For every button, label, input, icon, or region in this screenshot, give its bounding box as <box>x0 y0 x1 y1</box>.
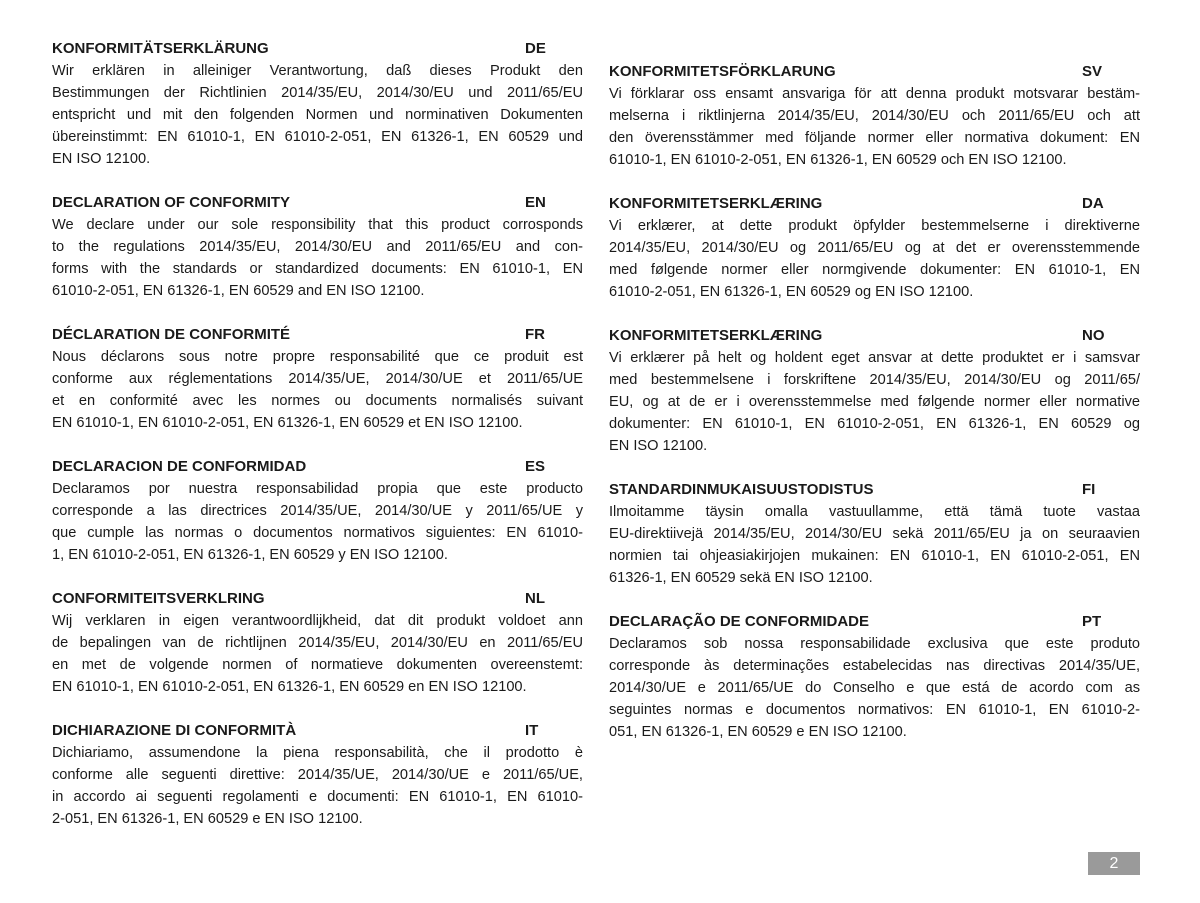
body-text-line: 1, EN 61010-2-051, EN 61326-1, EN 60529 y EN ISO 12100. <box>52 547 448 563</box>
section-title: KONFORMITETSFÖRKLARUNG <box>609 63 836 80</box>
body-text-line: 61010-2-051, EN 61326-1, EN 60529 and EN ISO 12100. <box>52 283 425 299</box>
section-title: KONFORMITETSERKLÆRING <box>609 327 823 344</box>
body-text-line: EN 61010-1, EN 61010-2-051, EN 61326-1, EN 60529 et EN ISO 12100. <box>52 415 523 431</box>
body-text-line: normien tai ohjeasiakirjojen mukainen: EN 61010-1, EN 61010-2-051, EN <box>609 548 1140 564</box>
body-text-line: EU-direktiivejä 2014/35/EU, 2014/30/EU sekä 2011/65/EU ja on seuraavien <box>609 526 1140 542</box>
section-heading <box>609 611 1140 633</box>
language-code: DA <box>1082 195 1104 212</box>
section-title: CONFORMITEITSVERKLRING <box>52 590 265 607</box>
body-text-line: to the regulations 2014/35/EU, 2014/30/EU and 2011/65/EU and con- <box>52 239 583 255</box>
body-text-line: 051, EN 61326-1, EN 60529 e EN ISO 12100. <box>609 724 907 740</box>
body-text-line: Vi erklærer på helt og holdent eget ansvar at dette produktet er i samsvar <box>609 350 1140 366</box>
body-text-line: seguintes normas e documentos normativos: EN 61010-1, EN 61010-2- <box>609 702 1140 718</box>
body-text-line: EN ISO 12100. <box>609 438 708 454</box>
body-text-line: Wij verklaren in eigen verantwoordlijkheid, dat dit produkt voldoet ann <box>52 613 583 629</box>
body-text-line: corresponde a las directrices 2014/35/UE, 2014/30/UE y 2011/65/UE y <box>52 503 583 519</box>
section-title: DECLARATION OF CONFORMITY <box>52 194 291 211</box>
language-code: DE <box>525 40 546 57</box>
body-text-line: EN ISO 12100. <box>52 151 151 167</box>
body-text-line: übereinstimmt: EN 61010-1, EN 61010-2-051, EN 61326-1, EN 60529 und <box>52 129 583 145</box>
section-heading <box>52 38 583 60</box>
section-heading <box>52 192 583 214</box>
section-title: DECLARACION DE CONFORMIDAD <box>52 458 307 475</box>
declaration-section-es <box>52 456 583 566</box>
body-text-line: Declaramos sob nossa responsabilidade exclusiva que este produto <box>609 636 1140 652</box>
body-text-line: med bestemmelsene i forskriftene 2014/35/EU, 2014/30/EU og 2011/65/ <box>609 372 1140 388</box>
section-heading <box>609 479 1140 501</box>
body-text-line: EN 61010-1, EN 61010-2-051, EN 61326-1, EN 60529 en EN ISO 12100. <box>52 679 527 695</box>
body-text-line: 2-051, EN 61326-1, EN 60529 e EN ISO 12100. <box>52 811 363 827</box>
section-heading <box>52 456 583 478</box>
body-text-line: 2014/30/UE e 2011/65/UE do Conselho e que está de acordo com as <box>609 680 1140 696</box>
declaration-section-it <box>52 720 583 830</box>
body-text-line: et en conformité avec les normes ou documents normalisés suivant <box>52 393 583 409</box>
body-text-line: melserna i riktlinjerna 2014/35/EU, 2014/30/EU och 2011/65/EU och att <box>609 108 1140 124</box>
language-code: ES <box>525 458 546 475</box>
body-text-line: 61010-2-051, EN 61326-1, EN 60529 og EN ISO 12100. <box>609 284 974 300</box>
body-text-line: Wir erklären in alleiniger Verantwortung, daß dieses Produkt den <box>52 63 583 79</box>
language-code: IT <box>525 722 539 739</box>
body-text-line: que cumple las normas o documentos normativos siguientes: EN 61010- <box>52 525 583 541</box>
section-heading <box>609 61 1140 83</box>
page-number: 2 <box>1088 852 1140 875</box>
body-text-line: 61326-1, EN 60529 sekä EN ISO 12100. <box>609 570 873 586</box>
body-text-line: dokumenter: EN 61010-1, EN 61010-2-051, EN 61326-1, EN 60529 og <box>609 416 1140 432</box>
declaration-section-no <box>609 325 1140 457</box>
language-code: NO <box>1082 327 1105 344</box>
section-title: KONFORMITETSERKLÆRING <box>609 195 823 212</box>
language-code: FR <box>525 326 545 343</box>
language-code: FI <box>1082 481 1096 498</box>
declaration-section-fr <box>52 324 583 434</box>
body-text-line: Vi förklarar oss ensamt ansvariga för att denna produkt motsvarar bestäm- <box>609 86 1140 102</box>
body-text-line: corresponde às determinações estabelecidas nas directivas 2014/35/UE, <box>609 658 1140 674</box>
section-heading <box>52 324 583 346</box>
body-text-line: Vi erklærer, at dette produkt öpfylder bestemmelserne i direktiverne <box>609 218 1140 234</box>
body-text-line: Nous déclarons sous notre propre responsabilité que ce produit est <box>52 349 583 365</box>
language-code: NL <box>525 590 545 607</box>
body-text-line: entspricht und mit den folgenden Normen und norminativen Dokumenten <box>52 107 583 123</box>
section-heading <box>52 720 583 742</box>
section-title: DÉCLARATION DE CONFORMITÉ <box>52 326 291 343</box>
right-column <box>609 61 1140 765</box>
body-text-line: en met de volgende normen of normatieve dokumenten overeenstemt: <box>52 657 583 673</box>
body-text-line: Bestimmungen der Richtlinien 2014/35/EU, 2014/30/EU und 2011/65/EU <box>52 85 583 101</box>
section-title: DECLARAÇÃO DE CONFORMIDADE <box>609 613 869 630</box>
body-text-line: Ilmoitamme täysin omalla vastuullamme, että tämä tuote vastaa <box>609 504 1140 520</box>
section-title: STANDARDINMUKAISUUSTODISTUS <box>609 481 874 498</box>
declaration-section-pt <box>609 611 1140 743</box>
language-code: SV <box>1082 63 1103 80</box>
declaration-section-nl <box>52 588 583 698</box>
section-heading <box>609 325 1140 347</box>
declaration-section-de <box>52 38 583 170</box>
body-text-line: 2014/35/EU, 2014/30/EU og 2011/65/EU og at det er overensstemmende <box>609 240 1140 256</box>
body-text-line: We declare under our sole responsibility that this product corrosponds <box>52 217 583 233</box>
body-text-line: conforme alle seguenti direttive: 2014/35/UE, 2014/30/UE e 2011/65/UE, <box>52 767 583 783</box>
body-text-line: forms with the standards or standardized documents: EN 61010-1, EN <box>52 261 583 277</box>
body-text-line: 61010-1, EN 61010-2-051, EN 61326-1, EN 60529 och EN ISO 12100. <box>609 152 1067 168</box>
left-column <box>52 38 583 852</box>
section-heading <box>52 588 583 610</box>
declaration-section-en <box>52 192 583 302</box>
section-title: KONFORMITÄTSERKLÄRUNG <box>52 40 269 57</box>
section-heading <box>609 193 1140 215</box>
body-text-line: de bepalingen van de richtlijnen 2014/35/EU, 2014/30/EU en 2011/65/EU <box>52 635 583 651</box>
declaration-section-sv <box>609 61 1140 171</box>
language-code: EN <box>525 194 546 211</box>
body-text-line: in accordo ai seguenti regolamenti e documenti: EN 61010-1, EN 61010- <box>52 789 583 805</box>
declaration-section-da <box>609 193 1140 303</box>
body-text-line: med følgende normer eller normgivende dokumenter: EN 61010-1, EN <box>609 262 1140 278</box>
body-text-line: EU, og at de er i overensstemmelse med følgende normer eller normative <box>609 394 1140 410</box>
declaration-section-fi <box>609 479 1140 589</box>
body-text-line: Dichiariamo, assumendone la piena responsabilità, che il prodotto è <box>52 745 583 761</box>
body-text-line: den överensstämmer med följande normer eller normativa dokument: EN <box>609 130 1140 146</box>
body-text-line: Declaramos por nuestra responsabilidad propia que este producto <box>52 481 583 497</box>
language-code: PT <box>1082 613 1102 630</box>
section-title: DICHIARAZIONE DI CONFORMITÀ <box>52 722 297 739</box>
body-text-line: conforme aux réglementations 2014/35/UE, 2014/30/UE et 2011/65/UE <box>52 371 583 387</box>
